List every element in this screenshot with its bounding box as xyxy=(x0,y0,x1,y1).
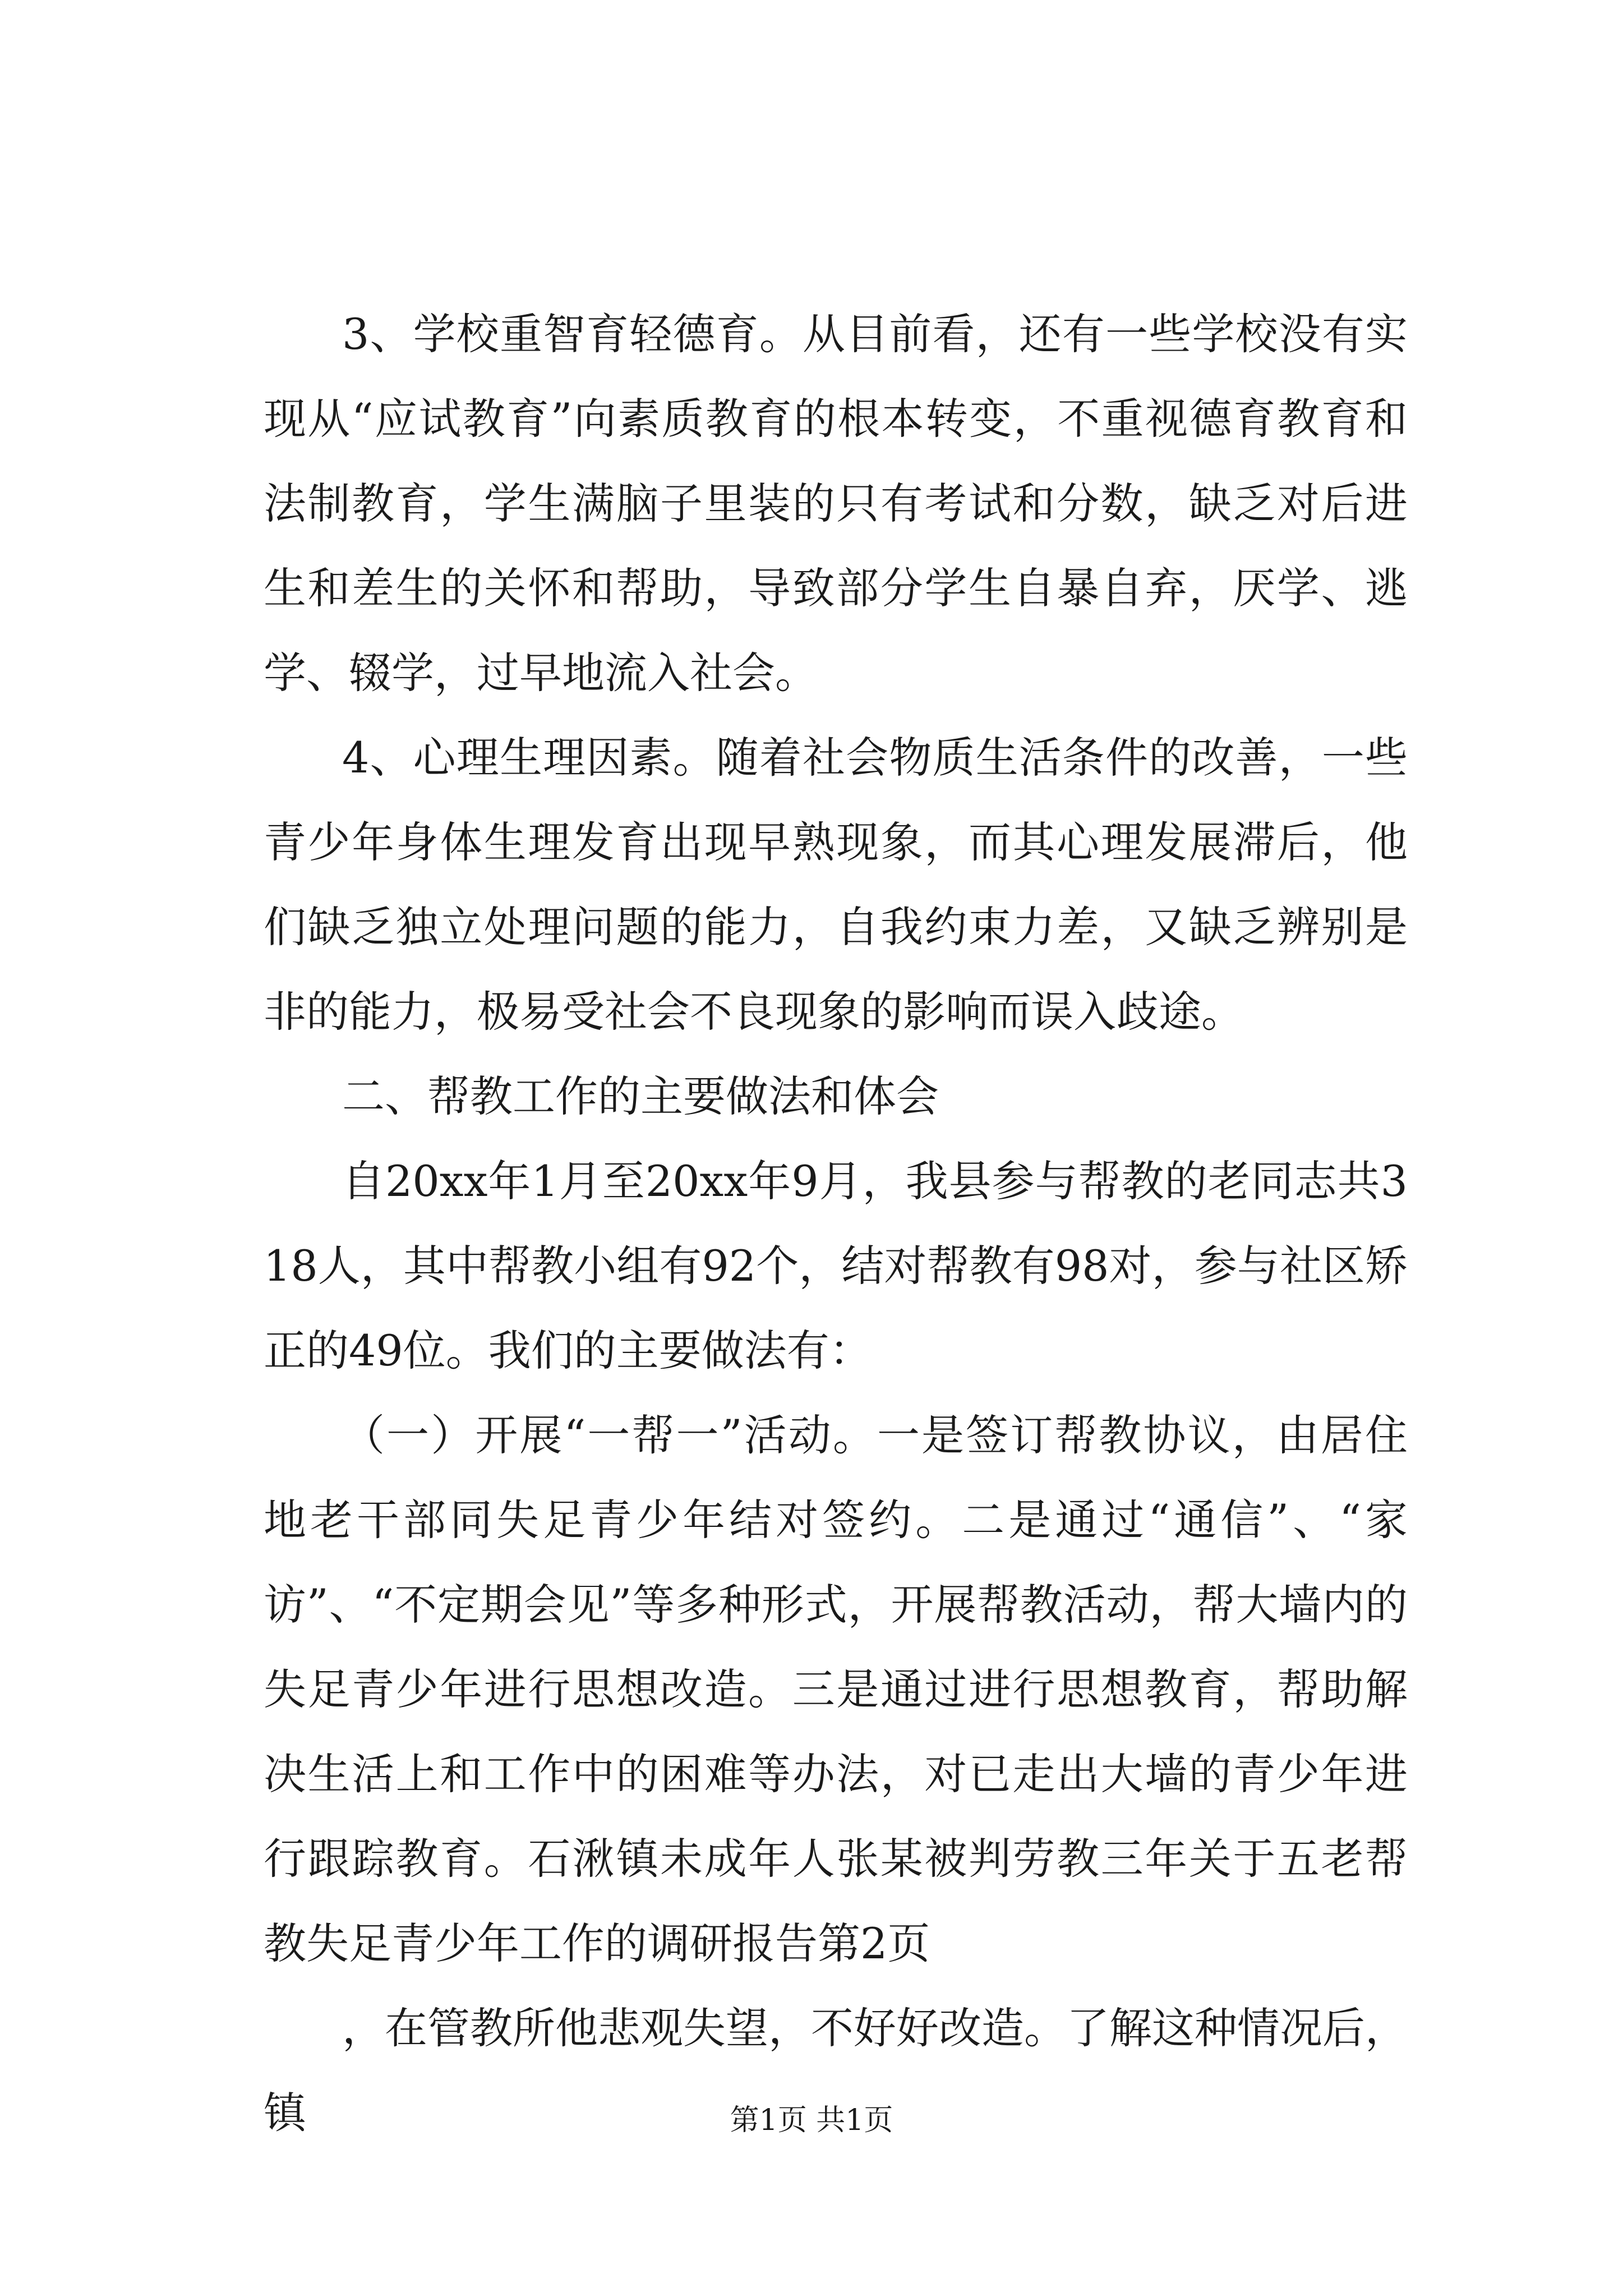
page-footer: 第1页 共1页 xyxy=(730,2104,893,2137)
paragraph-psychological-factors: 4、心理生理因素。随着社会物质生活条件的改善，一些青少年身体生理发育出现早熟现象，而其心理发展滞后，他们缺乏独立处理问题的能力，自我约束力差，又缺乏辨别是非的能力，极易受社会不良现象的影响而误入歧途。 xyxy=(264,733,1408,1037)
document-body xyxy=(264,292,1408,2155)
paragraph-statistics: 自20xx年1月至20xx年9月，我县参与帮教的老同志共318人，其中帮教小组有92个，结对帮教有98对，参与社区矫正的49位。我们的主要做法有： xyxy=(264,1156,1408,1375)
paragraph-one-on-one: （一）开展“一帮一”活动。一是签订帮教协议，由居住地老干部同失足青少年结对签约。二是通过“通信”、“家访”、“不定期会见”等多种形式，开展帮教活动，帮大墙内的失足青少年进行思想改造。三是通过进行思想教育，帮助解决生活上和工作中的困难等办法，对已走出大墙的青少年进行跟踪教育。石湫镇未成年人张某被判劳教三年关于五老帮教失足青少年工作的调研报告第2页 xyxy=(264,1410,1408,1968)
paragraph-continuation: ，在管教所他悲观失望，不好好改造。了解这种情况后，镇 xyxy=(264,2003,1408,2138)
paragraph-moral-education: 3、学校重智育轻德育。从目前看，还有一些学校没有实现从“应试教育”向素质教育的根本转变，不重视德育教育和法制教育，学生满脑子里装的只有考试和分数，缺乏对后进生和差生的关怀和帮助，导致部分学生自暴自弃，厌学、逃学、辍学，过早地流入社会。 xyxy=(264,309,1408,698)
section-heading: 二、帮教工作的主要做法和体会 xyxy=(342,1071,939,1121)
